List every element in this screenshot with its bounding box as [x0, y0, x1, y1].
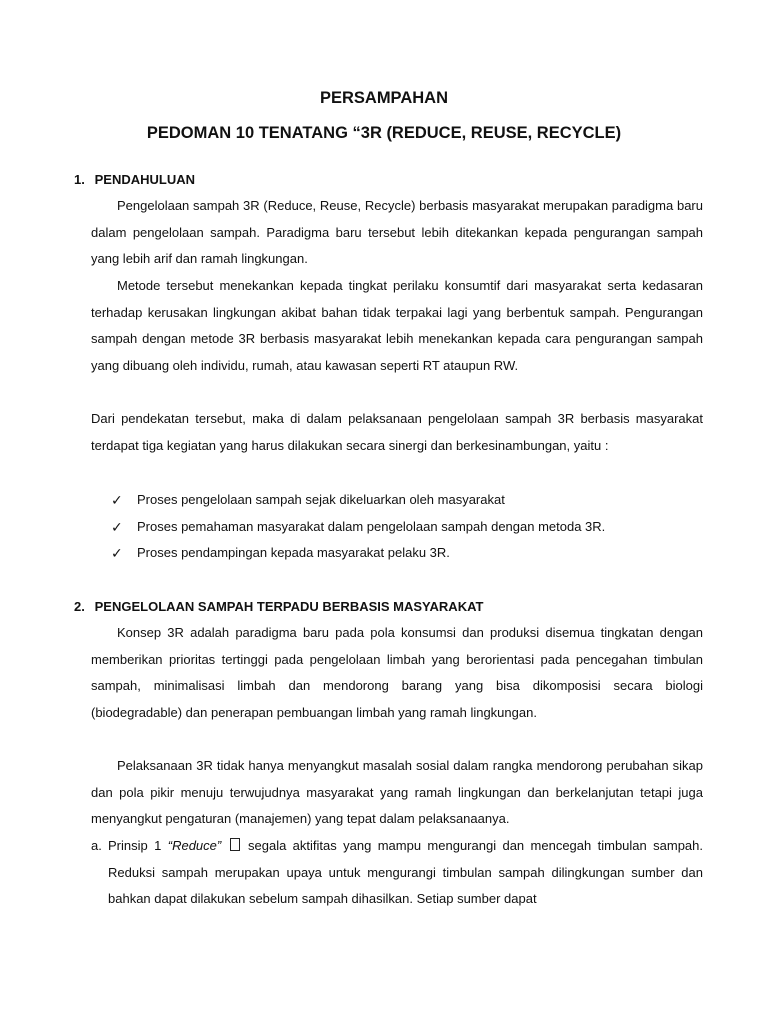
checklist-item: [111, 540, 605, 567]
document-title: PERSAMPAHAN: [319, 89, 449, 107]
principle-item-a: [91, 833, 703, 913]
check-icon: ✓: [111, 492, 123, 508]
section-1-heading: [74, 171, 195, 189]
checklist-item-text: Proses pemahaman masyarakat dalam pengelolaan sampah dengan metoda 3R.: [137, 518, 606, 534]
document-subtitle: PEDOMAN 10 TENATANG “3R (REDUCE, REUSE, RECYCLE): [146, 124, 622, 142]
section-2-paragraph-2: Pelaksanaan 3R tidak hanya menyangkut masalah sosial dalam rangka mendorong perubahan sikap dan pola pikir menuju terwujudnya masyarakat yang ramah lingkungan dan berkelanjutan tetapi juga menyangkut pengaturan (manajemen) yang tepat dalam pelaksanaanya.: [91, 758, 703, 827]
checklist-item-text: Proses pengelolaan sampah sejak dikeluarkan oleh masyarakat: [137, 492, 505, 507]
section-2-number: 2.: [74, 599, 85, 614]
checklist-item: [111, 514, 605, 541]
section-1-number: 1.: [74, 172, 85, 187]
check-icon: ✓: [111, 545, 123, 562]
principle-item-a-body: [108, 833, 703, 913]
section-1-paragraph-1: Pengelolaan sampah 3R (Reduce, Reuse, Recycle) berbasis masyarakat merupakan paradigma baru dalam pengelolaan sampah. Paradigma baru tersebut lebih ditekankan kepada pengurangan sampah yang lebih arif dan ramah lingkungan.: [91, 198, 703, 267]
principle-term: “Reduce”: [167, 838, 222, 853]
checklist-item: [111, 487, 605, 514]
section-1-paragraph-2: Metode tersebut menekankan kepada tingkat perilaku konsumtif dari masyarakat serta kedasaran terhadap kerusakan lingkungan akibat bahan tidak terpakai lagi yang berbentuk sampah. Pengurangan sampah dengan metode 3R berbasis masyarakat lebih menekankan kepada cara pengurangan sampah yang dibuang oleh individu, rumah, atau kawasan seperti RT ataupun RW.: [91, 278, 703, 374]
check-icon: ✓: [111, 518, 123, 535]
section-2-paragraph-1: Konsep 3R adalah paradigma baru pada pola konsumsi dan produksi disemua tingkatan dengan memberikan prioritas tertinggi pada pengelolaan limbah yang berorientasi pada pencegahan timbulan sampah, minimalisasi limbah dan mendorong barang yang bisa dikomposisi secara biologi (biodegradable) dan penerapan pembuangan limbah yang ramah lingkungan.: [91, 625, 703, 721]
principle-prefix: Prinsip 1: [108, 838, 162, 853]
section-1-title: PENDAHULUAN: [94, 172, 196, 187]
principle-item-a-letter: a.: [91, 838, 102, 853]
missing-glyph-icon: [230, 838, 240, 851]
section-1-paragraph-3: Dari pendekatan tersebut, maka di dalam pelaksanaan pengelolaan sampah 3R berbasis masyarakat terdapat tiga kegiatan yang harus dilakukan secara sinergi dan berkesinambungan, yaitu :: [91, 411, 703, 453]
section-2-heading: [74, 598, 483, 616]
checklist-item-text: Proses pendampingan kepada masyarakat pelaku 3R.: [137, 545, 450, 561]
principle-text: segala aktifitas yang mampu mengurangi dan mencegah timbulan sampah. Reduksi sampah merupakan upaya untuk mengurangi timbulan sampah dilingkungan sumber dan bahkan dapat dilakukan sebelum sampah dihasilkan. Setiap sumber dapat: [108, 838, 704, 907]
activity-checklist: [111, 487, 605, 567]
section-2-title: PENGELOLAAN SAMPAH TERPADU BERBASIS MASYARAKAT: [94, 599, 484, 614]
